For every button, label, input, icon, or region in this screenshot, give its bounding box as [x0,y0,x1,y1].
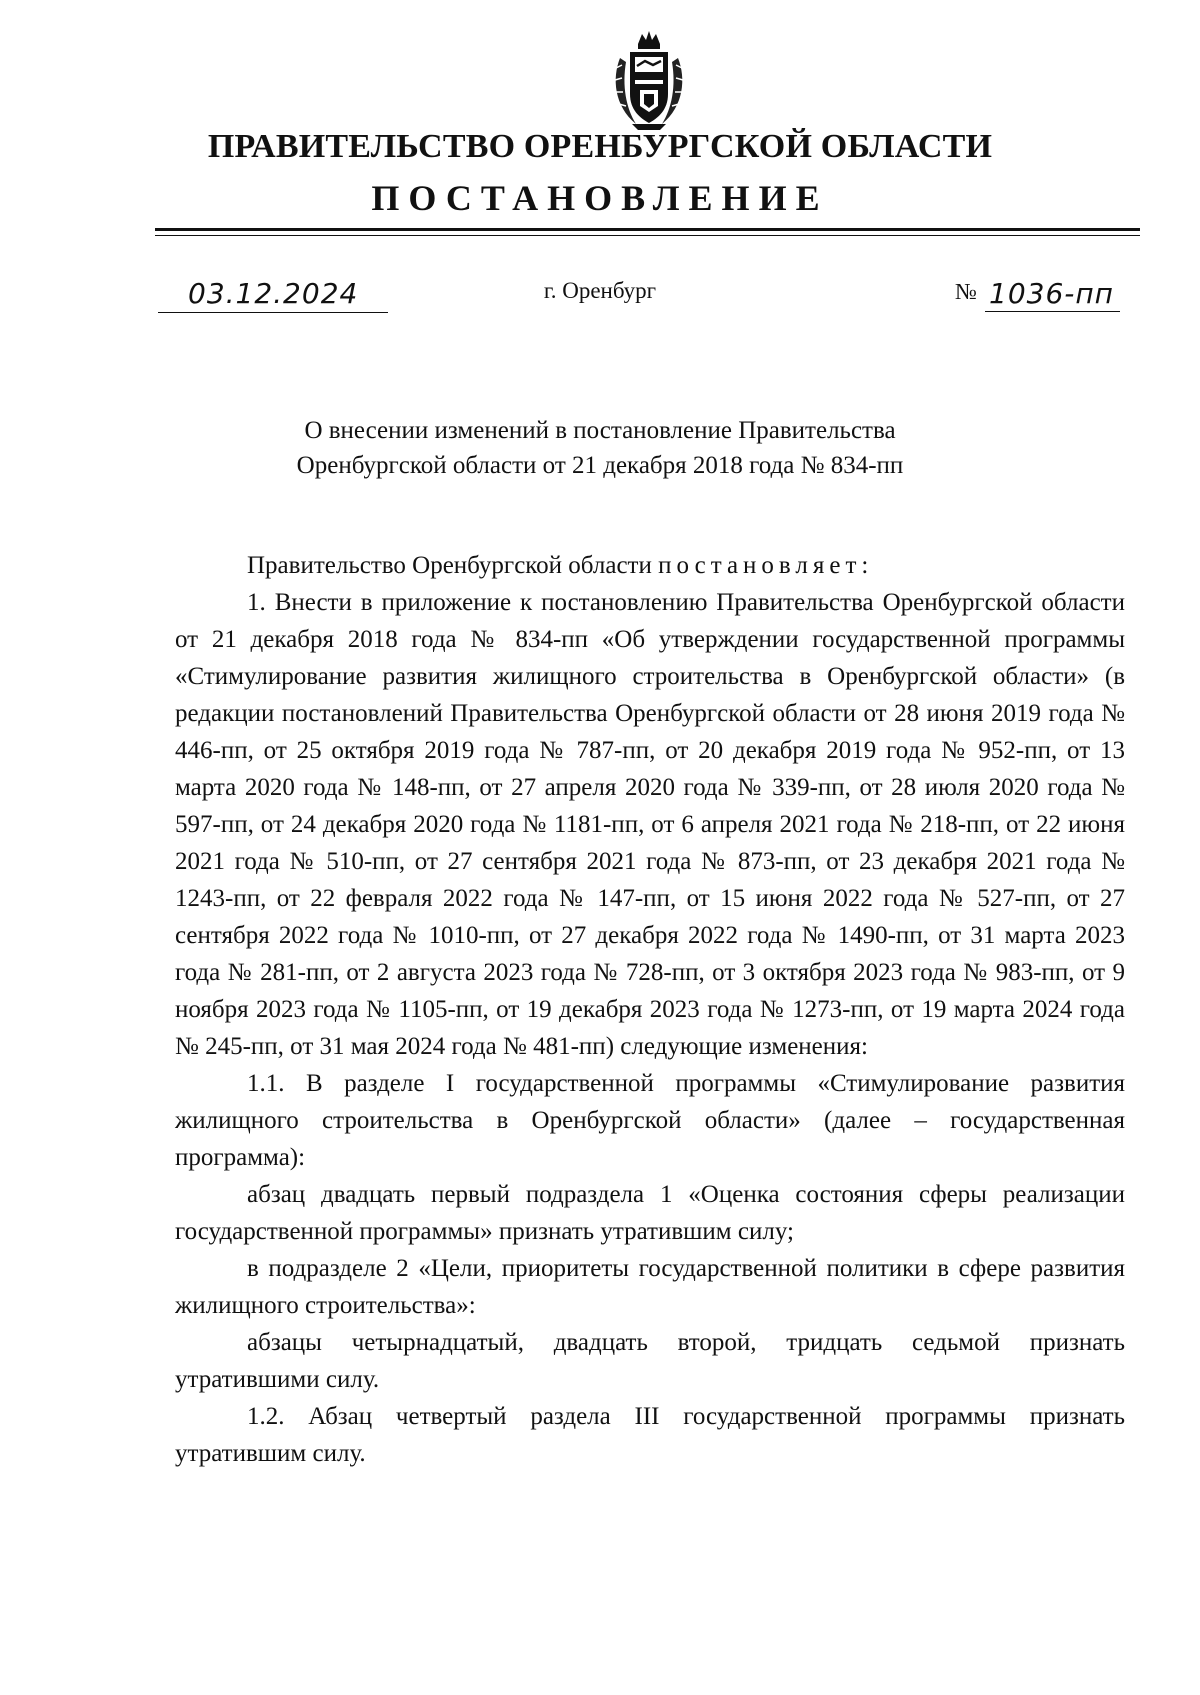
coat-of-arms-emblem [608,28,690,132]
preamble-paragraph [175,547,1125,584]
header-rule-thin [155,235,1140,236]
paragraph-1-1: 1.1. В разделе I государственной программы «Стимулирование развития жилищного строительства в Оренбургской области» (далее – государственная программа): [175,1070,1125,1171]
preamble-prefix: Правительство Оренбургской области [247,552,659,579]
paragraph-1: 1. Внести в приложение к постановлению Правительства Оренбургской области от 21 декабря 2018 года № 834-пп «Об утверждении государственной программы «Стимулирование развития жилищного строительства в Оренбургской области» (в редакции постановлений Правительства Оренбургской области от 28 июня 2019 года № 446-пп, от 25 октября 2019 года № 787-пп, от 20 декабря 2019 года № 952-пп, от 13 марта 2020 года № 148-пп, от 27 апреля 2020 года № 339-пп, от 28 июля 2020 года № 597-пп, от 24 декабря 2020 года № 1181-пп, от 6 апреля 2021 года № 218-пп, от 22 июня 2021 года № 510-пп, от 27 сентября 2021 года № 873-пп, от 23 декабря 2021 года № 1243-пп, от 22 февраля 2022 года № 147-пп, от 15 июня 2022 года № 527-пп, от 27 сентября 2022 года № 1010-пп, от 27 декабря 2022 года № 1490-пп, от 31 марта 2023 года № 281-пп, от 2 августа 2023 года № 728-пп, от 3 октября 2023 года № 983-пп, от 9 ноября 2023 года № 1105-пп, от 19 декабря 2023 года № 1273-пп, от 19 марта 2024 года № 245-пп, от 31 мая 2024 года № 481-пп) следующие изменения: [175,589,1125,1060]
document-subject [0,413,1200,483]
document-type-title: ПОСТАНОВЛЕНИЕ [371,178,829,218]
date-value: 03.12.2024 [188,277,359,310]
subject-line-2: Оренбургской области от 21 декабря 2018 года № 834-пп [296,452,904,479]
document-body [175,547,1125,1472]
header-rule-thick [155,228,1140,231]
subject-line-1: О внесении изменений в постановление Правительства [304,417,896,444]
preamble-verb: постановляет: [658,552,874,579]
paragraph-1-2: 1.2. Абзац четвертый раздела III государственной программы признать утратившим силу. [175,1403,1125,1467]
paragraph-1-1-a: абзац двадцать первый подраздела 1 «Оценка состояния сферы реализации государственной программы» признать утратившим силу; [175,1181,1125,1245]
document-number-value: 1036-пп [985,272,1120,312]
number-sign: № [955,279,977,304]
city-label: г. Оренбург [543,278,657,303]
organization-title: ПРАВИТЕЛЬСТВО ОРЕНБУРГСКОЙ ОБЛАСТИ [207,128,993,165]
paragraph-1-1-c: абзацы четырнадцатый, двадцать второй, тридцать седьмой признать утратившими силу. [175,1329,1125,1393]
paragraph-1-1-b: в подразделе 2 «Цели, приоритеты государственной политики в сфере развития жилищного строительства»: [175,1255,1125,1319]
